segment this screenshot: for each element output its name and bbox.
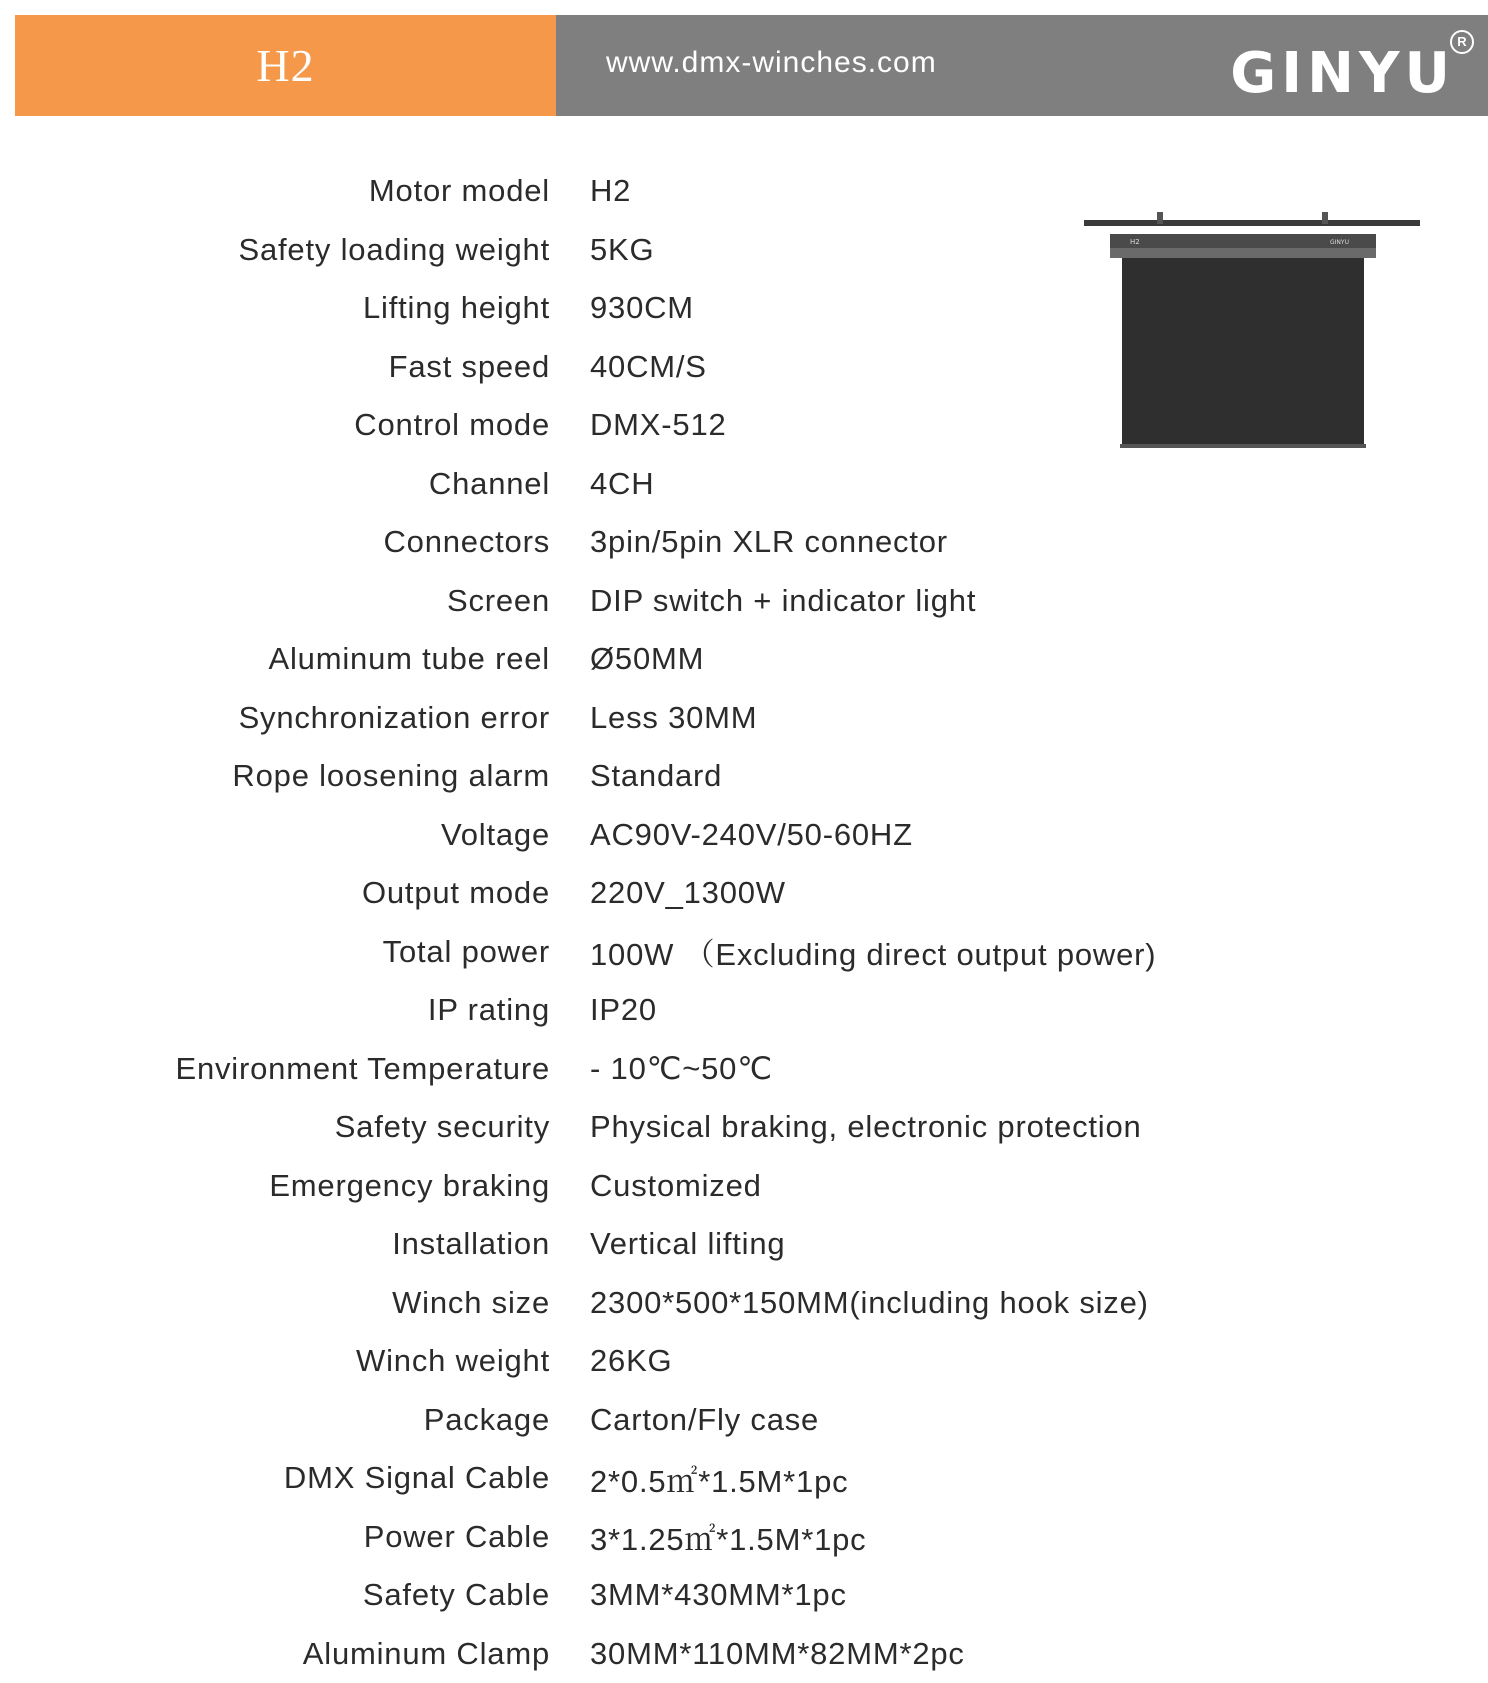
bottom-bar — [1120, 444, 1366, 448]
spec-row — [0, 923, 1200, 982]
spec-row — [0, 221, 1200, 280]
spec-label: Channel — [0, 466, 550, 502]
header-bar — [556, 15, 1488, 116]
spec-label: Aluminum tube reel — [0, 641, 550, 677]
spec-value: - 10℃~50℃ — [590, 1051, 773, 1087]
spec-row — [0, 1332, 1200, 1391]
spec-label: Screen — [0, 583, 550, 619]
spec-label: Rope loosening alarm — [0, 758, 550, 794]
spec-label: Power Cable — [0, 1519, 550, 1555]
spec-value: Physical braking, electronic protection — [590, 1109, 1142, 1145]
spec-row — [0, 455, 1200, 514]
spec-row — [0, 1391, 1200, 1450]
spec-label: Safety loading weight — [0, 232, 550, 268]
winch-front-rail — [1110, 248, 1376, 258]
spec-value: 40CM/S — [590, 349, 707, 385]
spec-value: 2*0.5㎡*1.5M*1pc — [590, 1456, 848, 1501]
spec-table — [0, 162, 1200, 1683]
spec-value: DMX-512 — [590, 407, 727, 443]
spec-value: H2 — [590, 173, 631, 209]
spec-value: Vertical lifting — [590, 1226, 785, 1262]
page-header — [15, 15, 1488, 116]
spec-value: Ø50MM — [590, 641, 704, 677]
spec-label: IP rating — [0, 992, 550, 1028]
spec-row — [0, 1274, 1200, 1333]
spec-label: Package — [0, 1402, 550, 1438]
winch-model-label: H2 — [1130, 238, 1140, 246]
spec-row — [0, 1625, 1200, 1683]
spec-row — [0, 572, 1200, 631]
spec-label: Fast speed — [0, 349, 550, 385]
spec-label: Installation — [0, 1226, 550, 1262]
spec-value: Standard — [590, 758, 722, 794]
spec-value: 4CH — [590, 466, 654, 502]
spec-label: Motor model — [0, 173, 550, 209]
spec-row — [0, 1566, 1200, 1625]
spec-value: 220V_1300W — [590, 875, 786, 911]
spec-label: Winch weight — [0, 1343, 550, 1379]
website-link[interactable]: www.dmx-winches.com — [606, 46, 937, 80]
brand-logo: GINYU — [1230, 41, 1455, 106]
hook-left — [1157, 212, 1163, 224]
spec-value: Less 30MM — [590, 700, 757, 736]
spec-row — [0, 864, 1200, 923]
spec-label: Emergency braking — [0, 1168, 550, 1204]
spec-row — [0, 1508, 1200, 1567]
spec-value: 5KG — [590, 232, 654, 268]
spec-value: Carton/Fly case — [590, 1402, 819, 1438]
spec-label: Voltage — [0, 817, 550, 853]
spec-label: Connectors — [0, 524, 550, 560]
spec-label: Winch size — [0, 1285, 550, 1321]
spec-row — [0, 338, 1200, 397]
spec-label: Safety Cable — [0, 1577, 550, 1613]
spec-row — [0, 806, 1200, 865]
spec-label: Control mode — [0, 407, 550, 443]
hook-right — [1322, 212, 1328, 224]
model-title: H2 — [256, 39, 314, 92]
spec-label: Total power — [0, 934, 550, 970]
spec-row — [0, 513, 1200, 572]
spec-value: 2300*500*150MM(including hook size) — [590, 1285, 1149, 1321]
spec-row — [0, 1215, 1200, 1274]
product-image — [1082, 210, 1422, 450]
spec-label: Aluminum Clamp — [0, 1636, 550, 1672]
spec-row — [0, 1157, 1200, 1216]
spec-label: Synchronization error — [0, 700, 550, 736]
spec-row — [0, 279, 1200, 338]
spec-value: IP20 — [590, 992, 657, 1028]
spec-value: Customized — [590, 1168, 762, 1204]
spec-row — [0, 396, 1200, 455]
spec-label: DMX Signal Cable — [0, 1460, 550, 1496]
spec-row — [0, 162, 1200, 221]
winch-brand-label: GINYU — [1330, 239, 1349, 246]
spec-value: 930CM — [590, 290, 694, 326]
spec-value: AC90V-240V/50-60HZ — [590, 817, 913, 853]
spec-row — [0, 1098, 1200, 1157]
spec-row — [0, 689, 1200, 748]
model-banner — [15, 15, 556, 116]
spec-label: Lifting height — [0, 290, 550, 326]
spec-value: 3*1.25㎡*1.5M*1pc — [590, 1514, 866, 1559]
spec-row — [0, 981, 1200, 1040]
spec-value: 30MM*110MM*82MM*2pc — [590, 1636, 965, 1672]
mounting-truss — [1084, 220, 1420, 226]
spec-value: 100W （Excluding direct output power) — [590, 929, 1156, 974]
spec-value: 3pin/5pin XLR connector — [590, 524, 948, 560]
spec-value: 3MM*430MM*1pc — [590, 1577, 847, 1613]
spec-value: DIP switch + indicator light — [590, 583, 976, 619]
spec-row — [0, 1449, 1200, 1508]
spec-value: 26KG — [590, 1343, 672, 1379]
spec-label: Output mode — [0, 875, 550, 911]
spec-row — [0, 1040, 1200, 1099]
spec-label: Environment Temperature — [0, 1051, 550, 1087]
spec-row — [0, 630, 1200, 689]
spec-row — [0, 747, 1200, 806]
spec-label: Safety security — [0, 1109, 550, 1145]
screen-panel — [1122, 258, 1364, 446]
registered-mark-icon: R — [1450, 30, 1474, 54]
